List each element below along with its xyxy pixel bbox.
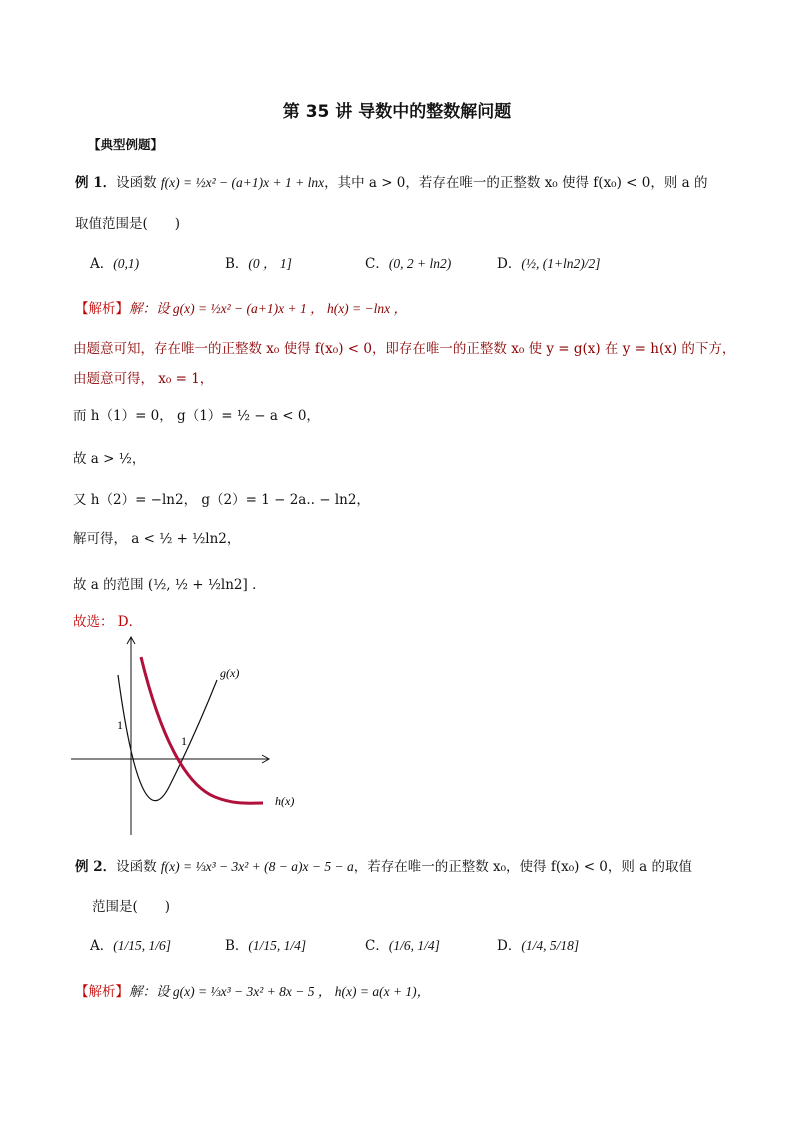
example-2-label: 例 2．	[75, 859, 117, 875]
option-value: (0, 2 + ln2)	[388, 256, 452, 271]
example-1-option-a	[90, 252, 139, 272]
solution-1-line-2: 由题意可知，存在唯一的正整数 x₀ 使得 f(x₀) < 0，即存在唯一的正整数 x₀ 使 y = g(x) 在 y = h(x) 的下方，	[73, 341, 736, 357]
option-label: A．	[90, 938, 114, 954]
example-1-graph	[65, 635, 295, 840]
example-2-text-b: ，若存在唯一的正整数 x₀，使得 f(x₀) < 0，则 a 的取值	[353, 859, 693, 875]
solution-text: 解：设 g(x) = ½x² − (a+1)x + 1 ， h(x) = −lnx ，	[129, 301, 408, 316]
solution-text: 解：设 g(x) = ⅓x³ − 3x² + 8x − 5 ， h(x) = a(x + 1)，	[129, 984, 431, 999]
solution-1-line-8: 故 a 的范围 (½, ½ + ½ln2] ．	[73, 577, 266, 593]
example-2-statement	[75, 855, 692, 875]
example-2-option-b	[225, 934, 306, 954]
example-1-text-b: ，其中 a > 0，若存在唯一的正整数 x₀ 使得 f(x₀) < 0，则 a 的	[324, 175, 708, 191]
solution-1-line-5: 故 a > ½，	[73, 451, 146, 467]
h-label: h(x)	[275, 794, 295, 808]
option-label: B．	[225, 256, 249, 272]
example-2-option-a	[90, 934, 171, 954]
solution-1-line-4: 而 h（1）= 0， g（1）= ½ − a < 0，	[73, 408, 320, 424]
solution-2-line-1	[75, 980, 430, 1000]
y-intercept-label: 1	[117, 718, 123, 732]
solution-1-line-9: 故选： D．	[73, 614, 143, 630]
example-1-label: 例 1．	[75, 175, 117, 191]
example-2-text-c: 范围是( )	[92, 899, 171, 915]
example-1-statement	[75, 171, 707, 191]
option-value: (½, (1+ln2)/2]	[521, 256, 601, 271]
h-curve	[141, 657, 263, 803]
solution-tag: 【解析】	[75, 301, 129, 317]
section-heading: 【典型例题】	[88, 137, 164, 152]
g-label: g(x)	[220, 666, 240, 680]
example-1-formula: f(x) = ½x² − (a+1)x + 1 + lnx	[160, 175, 325, 190]
page-title: 第 35 讲 导数中的整数解问题	[282, 102, 512, 122]
example-2-option-c	[365, 934, 440, 954]
example-2-formula: f(x) = ⅓x³ − 3x² + (8 − a)x − 5 − a	[160, 859, 354, 874]
option-value: (1/15, 1/6]	[113, 938, 172, 953]
example-1-option-d	[497, 252, 601, 272]
example-1-text-a: 设函数	[116, 175, 161, 191]
example-2-text-a: 设函数	[116, 859, 161, 875]
option-label: D．	[497, 256, 522, 272]
option-value: (1/4, 5/18]	[521, 938, 580, 953]
option-label: D．	[497, 938, 522, 954]
option-label: A．	[90, 256, 114, 272]
option-label: B．	[225, 938, 249, 954]
option-label: C．	[365, 938, 389, 954]
option-value: (0,1)	[113, 256, 140, 271]
solution-1-line-7: 解可得， a < ½ + ½ln2，	[73, 531, 241, 547]
example-2-option-d	[497, 934, 579, 954]
solution-1-line-1	[75, 297, 407, 317]
solution-tag: 【解析】	[75, 984, 129, 1000]
option-value: (1/6, 1/4]	[388, 938, 440, 953]
option-label: C．	[365, 256, 389, 272]
example-1-text-c: 取值范围是( )	[75, 216, 181, 232]
intersection-label: 1	[181, 734, 187, 748]
solution-1-line-3: 由题意可得， x₀ = 1，	[73, 371, 214, 387]
example-1-option-c	[365, 252, 451, 272]
option-value: (1/15, 1/4]	[248, 938, 307, 953]
option-value: (0 ， 1]	[248, 256, 292, 271]
example-1-option-b	[225, 252, 292, 272]
solution-1-line-6: 又 h（2）= −ln2， g（2）= 1 − 2a.. − ln2，	[73, 492, 370, 508]
